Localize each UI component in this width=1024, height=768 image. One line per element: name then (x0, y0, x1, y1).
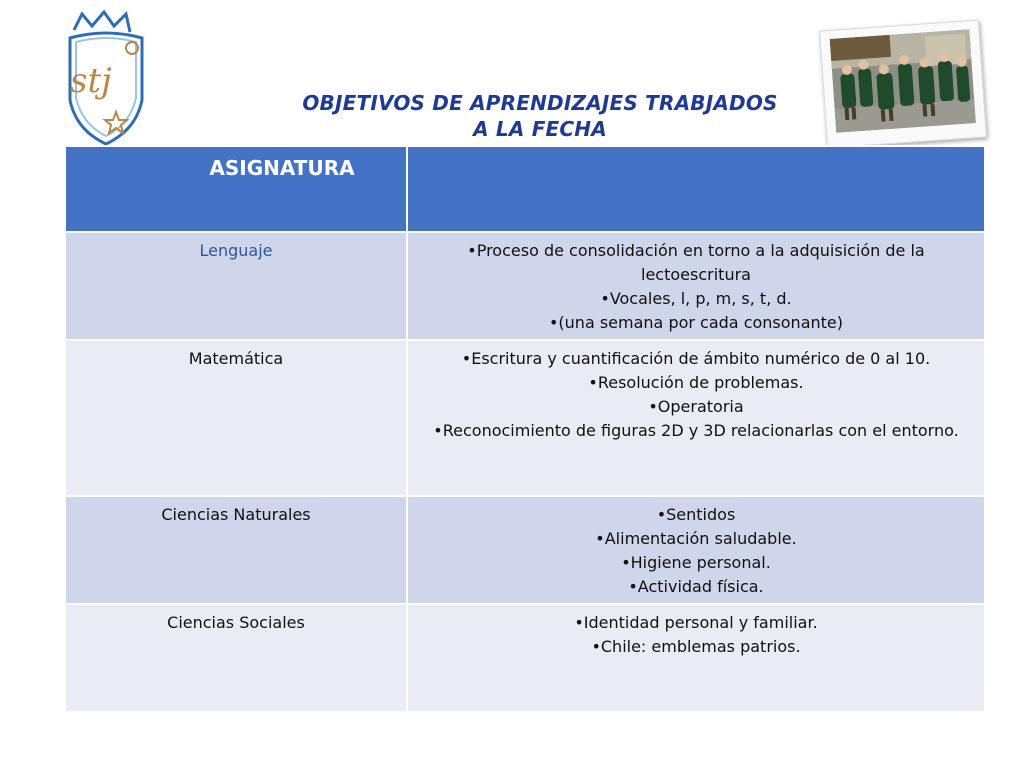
content-cell (407, 604, 985, 712)
table-header-row (65, 146, 985, 232)
list-item: •Chile: emblemas patrios. (591, 637, 801, 656)
subject-cell: Matemática (65, 340, 407, 496)
content-cell (407, 232, 985, 340)
table-row (65, 496, 985, 604)
table-row (65, 340, 985, 496)
list-item: •Actividad física. (628, 577, 764, 596)
header-subject: ASIGNATURA (65, 146, 407, 232)
list-item: •Escritura y cuantificación de ámbito numérico de 0 al 10. (461, 349, 931, 368)
subject-cell: Ciencias Naturales (65, 496, 407, 604)
title-line-2: A LA FECHA (473, 117, 607, 141)
objectives-table (64, 145, 986, 713)
list-item: •(una semana por cada consonante) (548, 313, 843, 332)
list-item: •Resolución de problemas. (588, 373, 804, 392)
students-photo (819, 20, 987, 149)
students-photo-icon (830, 29, 976, 133)
table-row (65, 232, 985, 340)
content-cell (407, 496, 985, 604)
header-content (407, 146, 985, 232)
subject-cell: Lenguaje (65, 232, 407, 340)
list-item: •Alimentación saludable. (595, 529, 797, 548)
page-title (240, 90, 840, 142)
list-item: •Reconocimiento de figuras 2D y 3D relacionarlas con el entorno. (433, 421, 959, 440)
table-row (65, 604, 985, 712)
list-item: •Proceso de consolidación en torno a la adquisición de la lectoescritura (467, 241, 925, 284)
list-item: •Vocales, l, p, m, s, t, d. (600, 289, 792, 308)
list-item: •Operatoria (648, 397, 744, 416)
logo-text: stj (70, 61, 112, 101)
list-item: •Higiene personal. (621, 553, 771, 572)
title-line-1: OBJETIVOS DE APRENDIZAJES TRABJADOS (302, 91, 778, 115)
school-crest-icon (56, 8, 156, 148)
list-item: •Sentidos (656, 505, 736, 524)
subject-cell: Ciencias Sociales (65, 604, 407, 712)
list-item: •Identidad personal y familiar. (574, 613, 818, 632)
content-cell (407, 340, 985, 496)
